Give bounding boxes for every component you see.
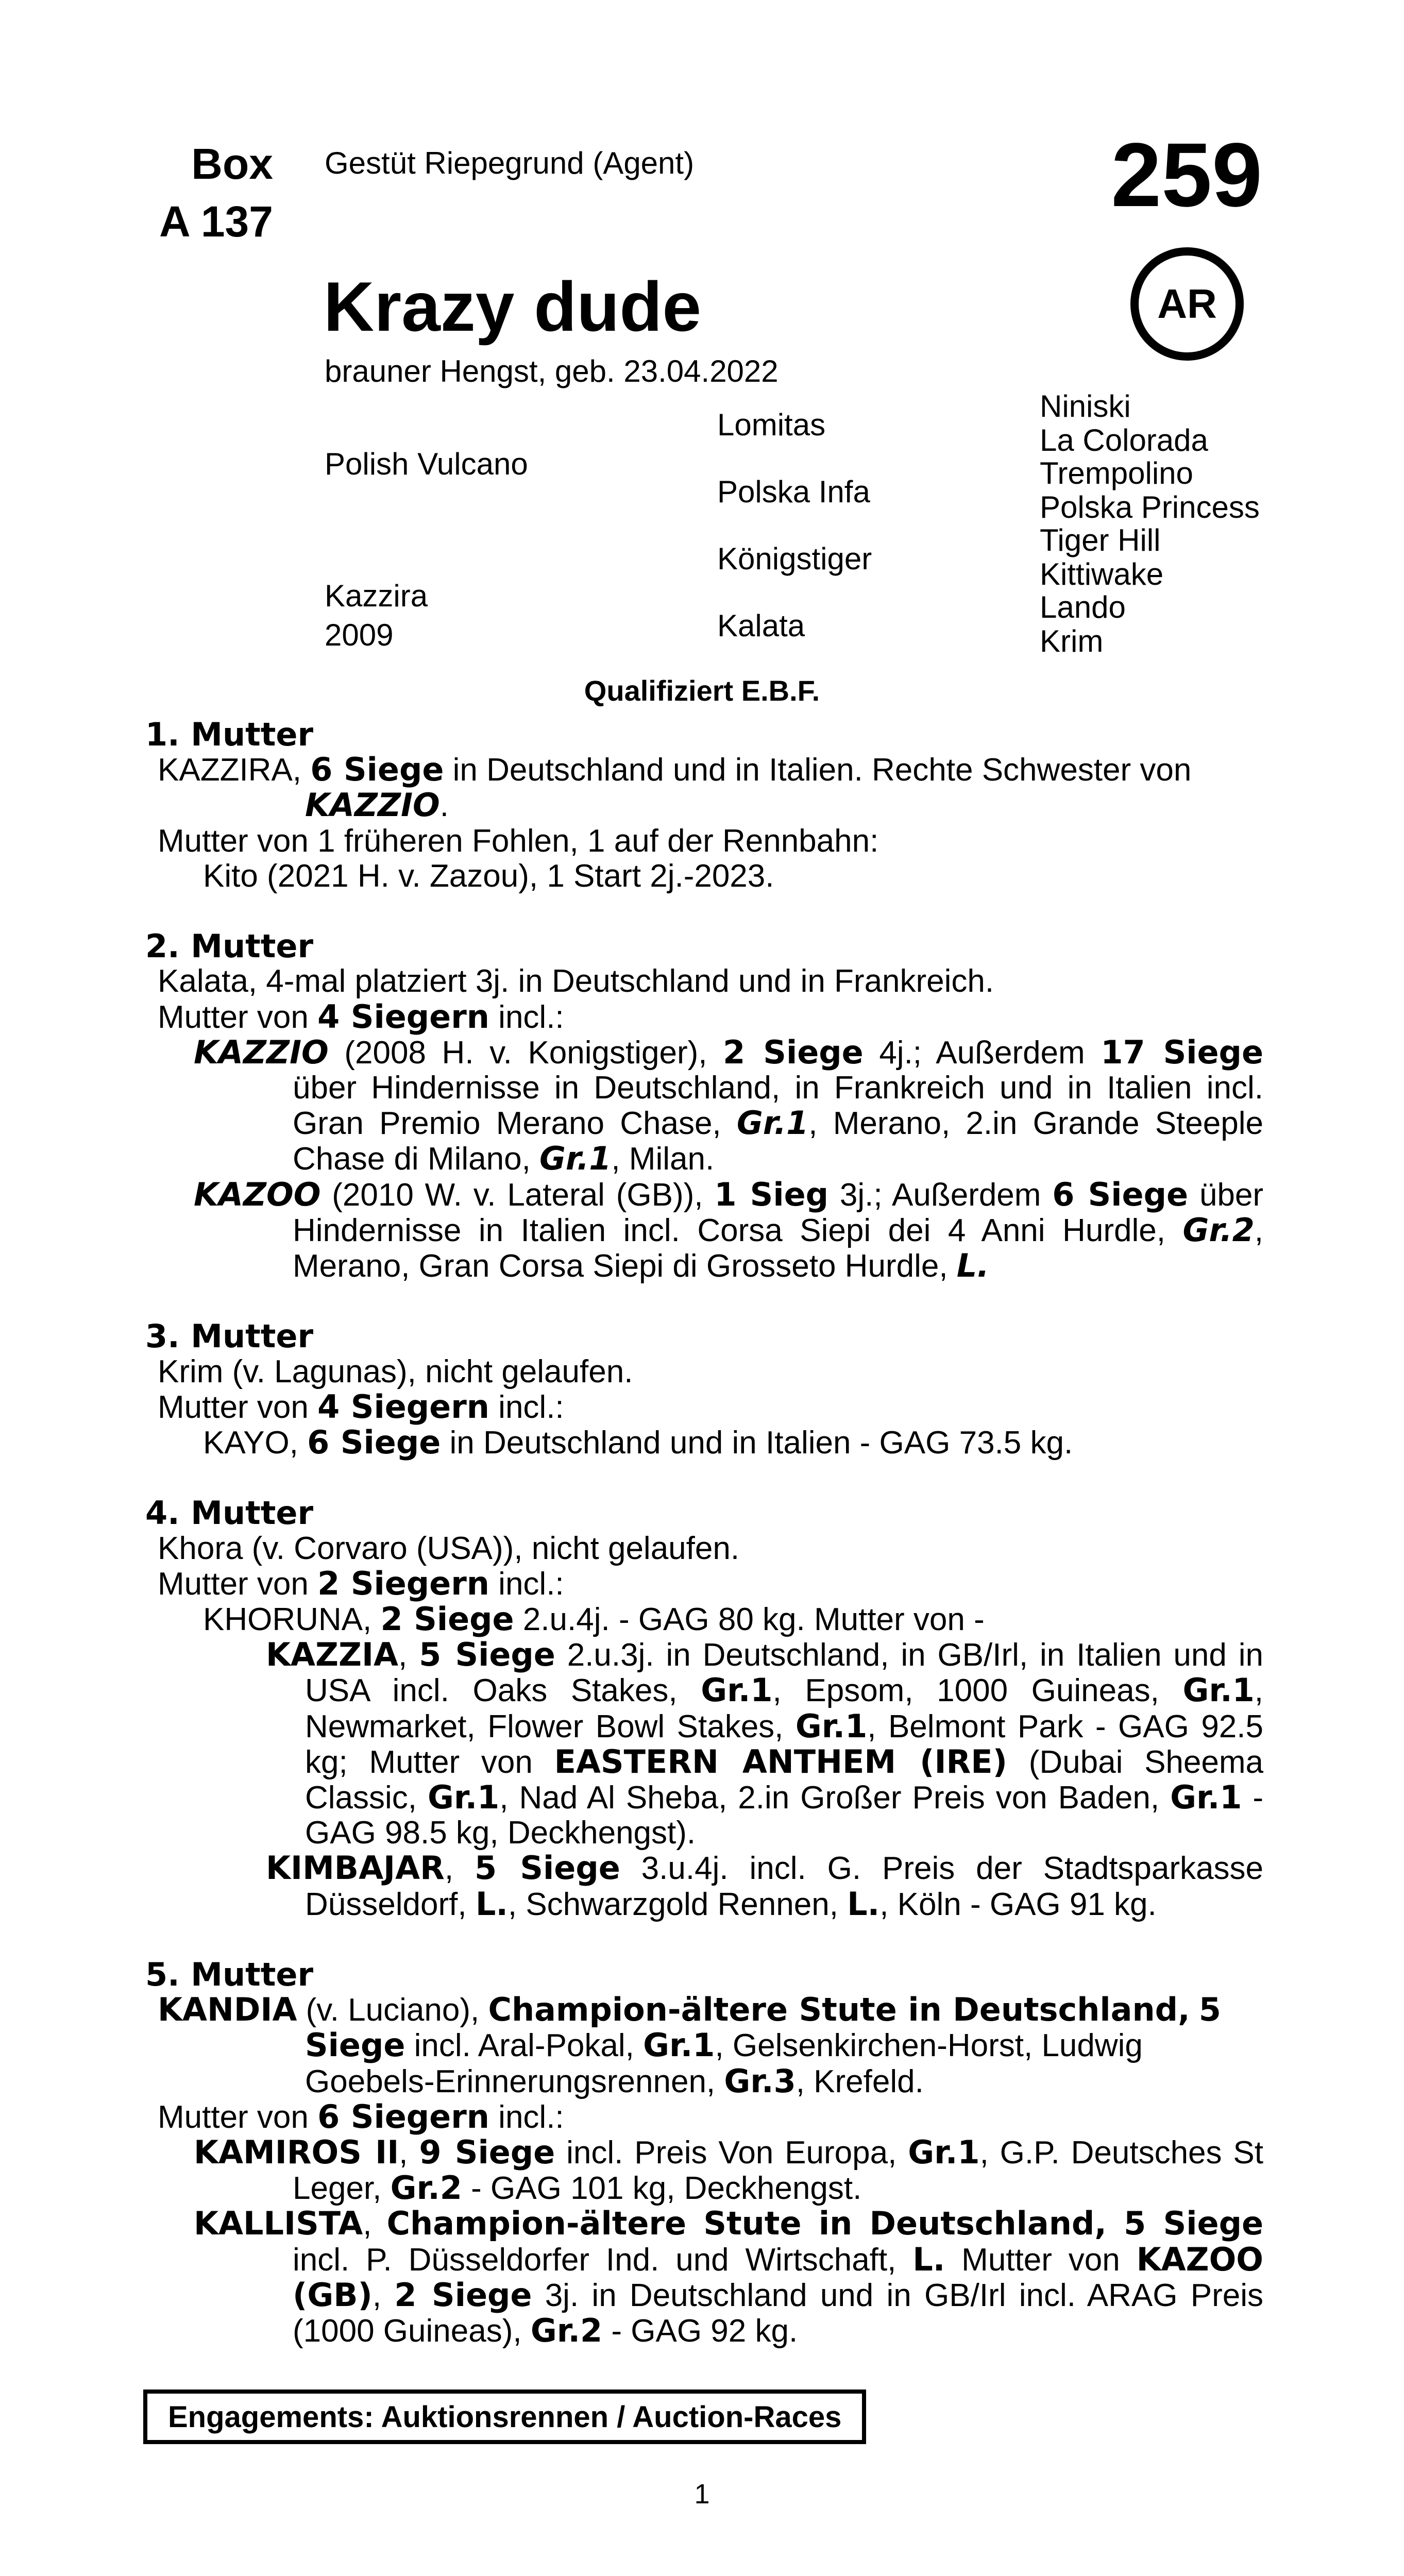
produce-summary: Mutter von 6 Siegern incl.: — [158, 2097, 564, 2136]
section-title: 2. Mutter — [145, 927, 314, 965]
box-number: A 137 — [159, 197, 273, 246]
section-5-mutter — [145, 1957, 1263, 2349]
page-number: 1 — [694, 2479, 710, 2510]
pedigree-ggrand-6: Kittiwake — [1040, 557, 1164, 591]
box-label — [149, 135, 273, 250]
produce-entry: KHORUNA, 2 Siege 2.u.4j. - GAG 80 kg. Mutter von - — [203, 1600, 985, 1638]
pedigree-ggrand-4: Polska Princess — [1040, 490, 1260, 524]
produce-summary: Mutter von 4 Siegern incl.: — [158, 1387, 564, 1426]
pedigree-ggrand-1: Niniski — [1040, 389, 1131, 423]
pedigree-grand-1: Lomitas — [717, 408, 826, 442]
produce-entry: KAZOO (2010 W. v. Lateral (GB)), 1 Sieg 3j.; Außerdem 6 Siege über Hindernisse in Italien incl. Corsa Siepi dei 4 Anni Hurdle, Gr.2, Merano, Gran Corsa Siepi di Grosseto Hurdle, L. — [194, 1175, 1263, 1285]
section-4-mutter — [145, 1496, 1263, 1922]
section-title: 3. Mutter — [145, 1317, 314, 1355]
section-title: 1. Mutter — [145, 716, 314, 753]
produce-entry: Kito (2021 H. v. Zazou), 1 Start 2j.-2023. — [203, 858, 774, 894]
pedigree-grand-3: Königstiger — [717, 541, 872, 576]
section-2-mutter — [145, 929, 1263, 1284]
produce-entry: KIMBAJAR, 5 Siege 3.u.4j. incl. G. Preis der Stadtsparkasse Düsseldorf, L., Schwarzgold Rennen, L., Köln - GAG 91 kg. — [266, 1849, 1263, 1923]
pedigree-dam-year: 2009 — [325, 618, 394, 652]
pedigree-sire: Polish Vulcano — [325, 447, 528, 481]
pedigree-ggrand-7: Lando — [1040, 590, 1126, 624]
ar-badge-label: AR — [1157, 281, 1217, 327]
produce-entry: KAZZIA, 5 Siege 2.u.3j. in Deutschland, in GB/Irl, in Italien und in USA incl. Oaks Stakes, Gr.1, Epsom, 1000 Guineas, Gr.1, Newmarket, Flower Bowl Stakes, Gr.1, Belmont Park - GAG 92.5 kg; Mutter von EASTERN ANTHEM (IRE) (Dubai Sheema Classic, Gr.1, Nad Al Sheba, 2.in Großer Preis von Baden, Gr.1 - GAG 98.5 kg, Deckhengst). — [266, 1636, 1264, 1851]
dam-entry: KANDIA (v. Luciano), Champion-ältere Stute in Deutschland, 5 Siege incl. Aral-Pokal, Gr.1, Gelsenkirchen-Horst, Ludwig Goebels-Erinnerungsrennen, Gr.3, Krefeld. — [158, 1991, 1221, 2100]
agent-name: Gestüt Riepegrund (Agent) — [325, 146, 695, 180]
pedigree-ggrand-3: Trempolino — [1040, 456, 1193, 490]
dam-lines — [145, 717, 1263, 2349]
produce-summary: Mutter von 2 Siegern incl.: — [158, 1564, 564, 1602]
produce-entry: KAYO, 6 Siege in Deutschland und in Italien - GAG 73.5 kg. — [203, 1423, 1073, 1462]
pedigree-grand-2: Polska Infa — [717, 474, 870, 509]
horse-name: Krazy dude — [324, 267, 702, 346]
section-1-mutter — [145, 717, 1263, 894]
box-word: Box — [191, 140, 273, 188]
dam-entry: Kalata, 4-mal platziert 3j. in Deutschland und in Frankreich. — [158, 963, 994, 999]
dam-entry: KAZZIRA, 6 Siege in Deutschland und in Italien. Rechte Schwester von KAZZIO. — [158, 751, 1192, 824]
pedigree-ggrand-2: La Colorada — [1040, 423, 1208, 457]
produce-summary: Mutter von 4 Siegern incl.: — [158, 997, 564, 1036]
pedigree-grand-4: Kalata — [717, 608, 805, 643]
section-title: 4. Mutter — [145, 1494, 314, 1532]
qualification: Qualifiziert E.B.F. — [584, 674, 820, 707]
ar-badge — [1130, 247, 1244, 361]
engagements-box: Engagements: Auktionsrennen / Auction-Races — [143, 2389, 866, 2444]
horse-description: brauner Hengst, geb. 23.04.2022 — [325, 354, 779, 388]
dam-entry: Khora (v. Corvaro (USA)), nicht gelaufen. — [158, 1530, 740, 1566]
pedigree-ggrand-8: Krim — [1040, 624, 1104, 658]
produce-entry: KAZZIO (2008 H. v. Konigstiger), 2 Siege 4j.; Außerdem 17 Siege über Hindernisse in Deutschland, in Frankreich und in Italien incl. Gran Premio Merano Chase, Gr.1, Merano, 2.in Grande Steeple Chase di Milano, Gr.1, Milan. — [194, 1033, 1263, 1178]
lot-number: 259 — [1111, 125, 1262, 226]
pedigree-dam: Kazzira — [325, 579, 428, 613]
pedigree-ggrand-5: Tiger Hill — [1040, 523, 1161, 557]
produce-entry: KAMIROS II, 9 Siege incl. Preis Von Europa, Gr.1, G.P. Deutsches St Leger, Gr.2 - GAG 101 kg, Deckhengst. — [194, 2133, 1264, 2207]
produce-summary: Mutter von 1 früheren Fohlen, 1 auf der Rennbahn: — [158, 823, 879, 859]
section-3-mutter — [145, 1319, 1263, 1461]
produce-entry: KALLISTA, Champion-ältere Stute in Deutschland, 5 Siege incl. P. Düsseldorfer Ind. und Wirtschaft, L. Mutter von KAZOO (GB), 2 Siege 3j. in Deutschland und in GB/Irl incl. ARAG Preis (1000 Guineas), Gr.2 - GAG 92 kg. — [194, 2205, 1264, 2350]
section-title: 5. Mutter — [145, 1956, 314, 1994]
dam-entry: Krim (v. Lagunas), nicht gelaufen. — [158, 1353, 633, 1389]
